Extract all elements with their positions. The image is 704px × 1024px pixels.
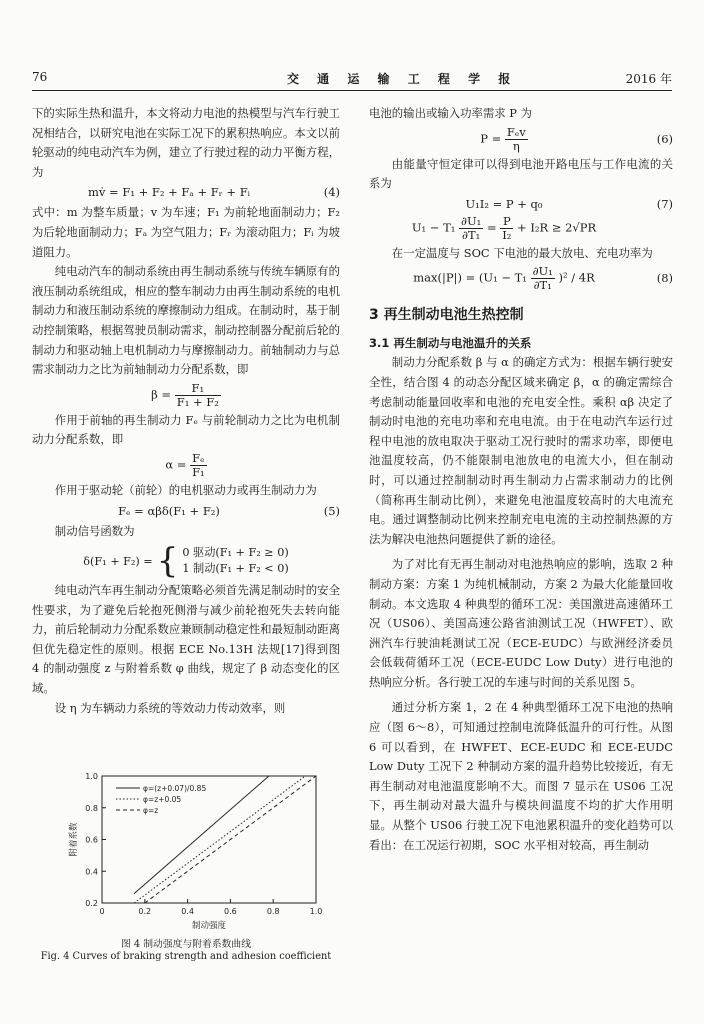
paragraph: 制动力分配系数 β 与 α 的确定方式为：根据车辆行驶安全性，结合图 4 的动态分配区域来确定 β，α 的确定需综合考虑制动能量回收率和电池的充电安全性。乘积 αβ 决定了制动时电池的充电功率和充电电流。由于在电动汽车运行过程中电池的放电取决于驱动工况行驶时的需求功率，即便电池温度较高，仍不能限制电池放电的电流大小，但在制动时，可以通过控制制动时再生制动力占需求制动力的比例（简称再生制动比例），来避免电池温度较高时的大电流充电。通过调整制动比例来控制充电电流的主动控制热源的方法为解决电池热问题提供了新的途径。 — [369, 355, 673, 546]
paragraph: 通过分析方案 1，2 在 4 种典型循环工况下电池的热响应（图 6～8），可知通过控制电流降低温升的可行性。从图 6 可以看到，在 HWFET、ECE-EUDC 和 ECE-EUDC Low Duty 工况下 2 种制动方案的温升趋势比较接近，有无再生制动对电池温度影响不大。而图 7 显示在 US06 工况下，再生制动对最大温升与模块间温度不均的扩大作用明显。从整个 US06 行驶工况下电池累积温升的变化趋势可以看出：在工况运行初期，SOC 水平相对较高，再生制动 — [369, 700, 673, 852]
brace: { — [156, 541, 179, 582]
fraction — [505, 126, 528, 153]
x-tick-label: 0.8 — [266, 907, 280, 916]
figure-caption-en: Fig. 4 Curves of braking strength and adhesion coefficient — [40, 951, 332, 962]
denominator: ∂T₁ — [462, 227, 481, 242]
equation-lhs: α = — [165, 457, 187, 472]
equation-lhs: δ(F₁ + F₂) = — [83, 554, 153, 568]
equation-number: (5) — [323, 503, 340, 518]
equation-number: (4) — [323, 185, 340, 200]
x-axis-label: 制动强度 — [191, 921, 227, 931]
denominator: F₁ + F₂ — [176, 394, 219, 409]
denominator: F₁ — [192, 464, 205, 479]
x-tick-label: 1.0 — [309, 907, 323, 916]
y-tick-label: 0.2 — [85, 899, 98, 908]
equation-part: max(|P|) = (U₁ − T₁ — [413, 270, 527, 285]
numerator: ∂U₁ — [461, 213, 482, 228]
paragraph: 电池的输出或输入功率需求 P 为 — [369, 106, 532, 120]
equation-body: U₁I₂ = P + q₀ — [465, 196, 543, 211]
paragraph: 作用于前轴的再生制动力 Fₑ 与前轮制动力之比为电机制动力分配系数，即 — [32, 412, 340, 447]
numerator: F₁ — [175, 382, 221, 396]
equation-beta — [32, 382, 340, 409]
paragraph: 式中：m 为整车质量；v 为车速；F₁ 为前轮地面制动力；F₂ 为后轮地面制动力；Fₐ 为空气阻力；Fᵣ 为滚动阻力；Fᵢ 为坡道阻力。 — [32, 205, 340, 259]
x-tick-label: 0 — [99, 907, 105, 916]
equation-body: Fₑ = αβδ(F₁ + F₂) — [118, 503, 220, 518]
denominator: η — [512, 138, 520, 153]
fraction — [175, 382, 221, 409]
paragraph: 在一定温度与 SOC 下电池的最大放电、充电功率为 — [391, 245, 653, 260]
legend-label: φ=z+0.05 — [143, 795, 182, 804]
x-tick-label: 0.2 — [138, 907, 152, 916]
equation-lhs: P = — [480, 131, 502, 146]
section-heading: 3 再生制动电池生热控制 — [369, 307, 524, 324]
figure-caption-cn: 图 4 制动强度与附着系数曲线 — [120, 939, 252, 950]
paragraph: 作用于驱动轮（前轮）的电机驱动力或再生制动力为 — [54, 482, 317, 497]
case-line: 0 驱动(F₁ + F₂ ≥ 0) — [182, 546, 289, 560]
equation-number: (8) — [656, 271, 673, 286]
equation-number: (6) — [656, 131, 673, 146]
equation-delta — [32, 541, 340, 582]
numerator: Fₑv — [506, 124, 526, 139]
equation-4 — [32, 184, 340, 201]
equation-part: + I₂R ≥ 2√PR — [517, 220, 597, 235]
equation-7b — [369, 215, 673, 242]
equation-number: (7) — [656, 196, 673, 211]
equation-8 — [369, 265, 673, 292]
fraction — [531, 265, 555, 292]
plot-frame — [102, 776, 316, 903]
series-line-1 — [134, 776, 269, 894]
figure-4-chart — [52, 768, 342, 933]
fraction — [459, 215, 483, 242]
paragraph: 纯电动汽车再生制动分配策略必须首先满足制动时的安全性要求，为了避免后轮抱死侧滑与减少前轮抱死失去转向能力，前后轮制动力分配系数应兼顾制动稳定性和最短制动距离但优先稳定性的原则。根据 ECE No.13H 法规[17]得到图 4 的制动强度 z 与附着系数 φ 曲线，规定了 β 动态变化的区域。 — [32, 583, 340, 696]
y-axis-label: 附着系数 — [69, 822, 79, 857]
equation-7a — [369, 196, 673, 213]
paragraph: 纯电动汽车的制动系统由再生制动系统与传统车辆原有的液压制动系统组成，相应的整车制动力由再生制动系统的电机制动力和液压制动系统的摩擦制动力组成。在制动时，基于制动控制策略，根据驾驶员制动需求，制动控制器分配前后轮的制动力和驱动轴上电机制动力与摩擦制动力。前轴制动力与总需求制动力之比为前轴制动力分配系数，即 — [32, 264, 340, 377]
equation-part: U₁ − T₁ — [411, 220, 456, 235]
numerator: P — [500, 215, 513, 229]
fraction — [190, 452, 207, 479]
numerator: Fₑ — [190, 452, 207, 466]
denominator: I₂ — [502, 227, 512, 242]
equation-part: )² / 4R — [558, 270, 595, 285]
denominator: ∂T₁ — [533, 278, 552, 293]
x-tick-label: 0.4 — [181, 907, 194, 916]
paragraph: 为了对比有无再生制动对电池热响应的影响，选取 2 种制动方案：方案 1 为纯机械制动，方案 2 为最大化能量回收制动。本文选取 4 种典型的循环工况：美国激进高速循环工况（US06）、美国高速公路省油测试工况（HWFET）、欧洲汽车行驶油耗测试工况（ECE-EUDC）与欧洲经济委员会低载荷循环工况（ECE-EUDC Low Duty）进行电池的热响应分析。各行驶工况的车速与时间的关系见图 5。 — [369, 557, 673, 689]
paragraph: 下的实际生热和温升，本文将动力电池的热模型与汽车行驶工况相结合，以研究电池在实际工况下的累积热响应。本文以前轮驱动的纯电动汽车为例，建立了行驶过程的动力平衡方程，为 — [32, 106, 340, 179]
page-number: 76 — [32, 70, 48, 84]
equation-6 — [369, 126, 673, 153]
y-tick-label: 1.0 — [85, 772, 98, 781]
equation-alpha — [32, 452, 340, 479]
fraction — [500, 215, 513, 242]
right-column — [369, 104, 673, 855]
left-column — [32, 104, 340, 718]
issue-year: 2016 年 — [625, 72, 672, 86]
legend-label: φ=(z+0.07)/0.85 — [143, 784, 207, 793]
equation-part: = — [486, 220, 497, 235]
paragraph: 制动信号函数为 — [54, 523, 135, 538]
numerator: ∂U₁ — [532, 264, 553, 279]
page-header — [32, 70, 672, 88]
y-tick-label: 0.6 — [85, 835, 98, 845]
equation-5 — [32, 503, 340, 520]
x-tick-label: 0.6 — [224, 907, 237, 916]
journal-title: 交 通 运 输 工 程 学 报 — [287, 72, 518, 86]
subsection-heading: 3.1 再生制动与电池温升的关系 — [369, 336, 532, 351]
paragraph: 由能量守恒定律可以得到电池开路电压与工作电流的关系为 — [369, 156, 673, 191]
equation-lhs: β = — [151, 387, 172, 402]
header-rule — [32, 90, 672, 91]
paragraph: 设 η 为车辆动力系统的等效动力传动效率，则 — [54, 700, 286, 715]
case-line: 1 制动(F₁ + F₂ < 0) — [182, 562, 289, 576]
equation-body: mv̇ = F₁ + F₂ + Fₐ + Fᵣ + Fᵢ — [88, 185, 250, 200]
y-tick-label: 0.4 — [85, 867, 98, 877]
legend-label: φ=z — [143, 806, 159, 815]
y-tick-label: 0.8 — [85, 803, 98, 813]
